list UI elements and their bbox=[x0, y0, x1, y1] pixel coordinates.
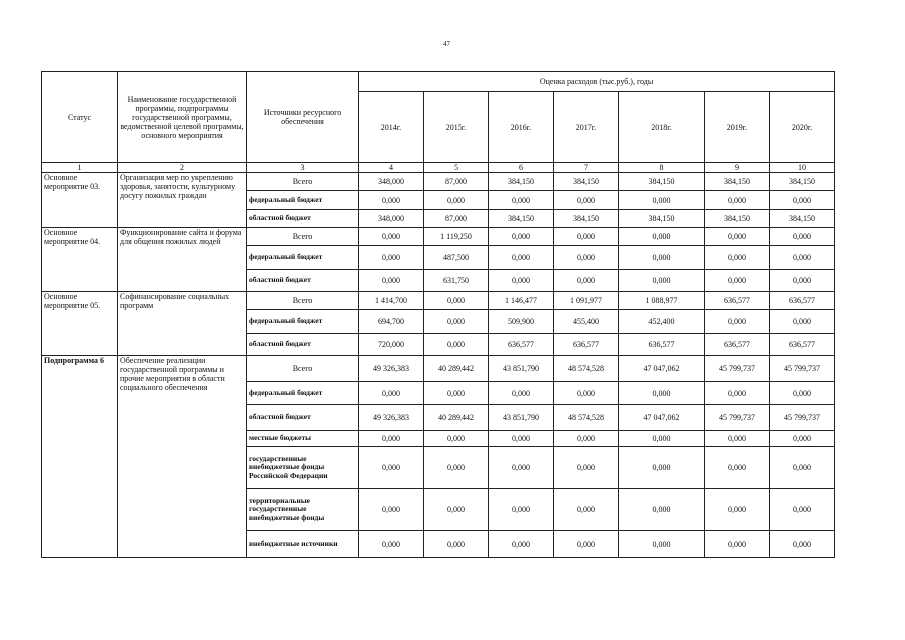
value-cell: 384,150 bbox=[770, 210, 835, 228]
value-cell: 0,000 bbox=[619, 431, 705, 447]
value-cell: 0,000 bbox=[619, 270, 705, 292]
table-row bbox=[42, 292, 835, 310]
column-number: 7 bbox=[554, 163, 619, 173]
header-year: 2015г. bbox=[424, 92, 489, 163]
source-cell: Всего bbox=[247, 228, 359, 246]
value-cell: 0,000 bbox=[359, 228, 424, 246]
value-cell: 0,000 bbox=[705, 431, 770, 447]
value-cell: 0,000 bbox=[554, 489, 619, 531]
value-cell: 48 574,528 bbox=[554, 405, 619, 431]
value-cell: 0,000 bbox=[424, 310, 489, 334]
source-cell: областной бюджет bbox=[247, 334, 359, 356]
value-cell: 0,000 bbox=[705, 270, 770, 292]
value-cell: 694,700 bbox=[359, 310, 424, 334]
value-cell: 509,900 bbox=[489, 310, 554, 334]
value-cell: 452,400 bbox=[619, 310, 705, 334]
value-cell: 0,000 bbox=[619, 382, 705, 405]
source-cell: государственные внебюджетные фонды Российской Федерации bbox=[247, 447, 359, 489]
expense-table bbox=[41, 71, 835, 558]
value-cell: 0,000 bbox=[770, 246, 835, 270]
source-cell: внебюджетные источники bbox=[247, 531, 359, 558]
value-cell: 0,000 bbox=[705, 489, 770, 531]
value-cell: 636,577 bbox=[705, 334, 770, 356]
column-number: 4 bbox=[359, 163, 424, 173]
value-cell: 636,577 bbox=[489, 334, 554, 356]
source-cell: Всего bbox=[247, 356, 359, 382]
value-cell: 0,000 bbox=[359, 191, 424, 210]
value-cell: 0,000 bbox=[359, 489, 424, 531]
header-name: Наименование государственной программы, подпрограммы государственной программы, ведомственной целевой программы, основного мероприятия bbox=[118, 72, 247, 163]
value-cell: 0,000 bbox=[554, 382, 619, 405]
value-cell: 45 799,737 bbox=[770, 405, 835, 431]
program-name-cell: Софинансирование социальных программ bbox=[118, 292, 247, 356]
value-cell: 636,577 bbox=[705, 292, 770, 310]
value-cell: 1 414,700 bbox=[359, 292, 424, 310]
header-year: 2020г. bbox=[770, 92, 835, 163]
value-cell: 0,000 bbox=[489, 246, 554, 270]
value-cell: 636,577 bbox=[770, 334, 835, 356]
column-number: 8 bbox=[619, 163, 705, 173]
value-cell: 45 799,737 bbox=[770, 356, 835, 382]
value-cell: 0,000 bbox=[770, 382, 835, 405]
header-year: 2014г. bbox=[359, 92, 424, 163]
value-cell: 384,150 bbox=[489, 210, 554, 228]
value-cell: 0,000 bbox=[359, 431, 424, 447]
value-cell: 384,150 bbox=[619, 173, 705, 191]
value-cell: 45 799,737 bbox=[705, 405, 770, 431]
value-cell: 636,577 bbox=[770, 292, 835, 310]
value-cell: 0,000 bbox=[770, 531, 835, 558]
value-cell: 47 047,062 bbox=[619, 405, 705, 431]
value-cell: 0,000 bbox=[554, 270, 619, 292]
value-cell: 0,000 bbox=[424, 489, 489, 531]
value-cell: 0,000 bbox=[489, 531, 554, 558]
table-row bbox=[42, 228, 835, 246]
value-cell: 384,150 bbox=[619, 210, 705, 228]
value-cell: 49 326,383 bbox=[359, 356, 424, 382]
value-cell: 0,000 bbox=[424, 334, 489, 356]
value-cell: 0,000 bbox=[705, 382, 770, 405]
value-cell: 0,000 bbox=[554, 531, 619, 558]
status-cell: Основное мероприятие 04. bbox=[42, 228, 118, 292]
value-cell: 0,000 bbox=[489, 489, 554, 531]
value-cell: 0,000 bbox=[489, 382, 554, 405]
value-cell: 0,000 bbox=[619, 489, 705, 531]
value-cell: 1 088,977 bbox=[619, 292, 705, 310]
value-cell: 0,000 bbox=[359, 246, 424, 270]
value-cell: 49 326,383 bbox=[359, 405, 424, 431]
value-cell: 0,000 bbox=[770, 191, 835, 210]
value-cell: 40 289,442 bbox=[424, 405, 489, 431]
value-cell: 384,150 bbox=[554, 210, 619, 228]
value-cell: 0,000 bbox=[619, 531, 705, 558]
table-row bbox=[42, 356, 835, 382]
value-cell: 0,000 bbox=[554, 228, 619, 246]
header-estimate: Оценка расходов (тыс.руб.), годы bbox=[359, 72, 835, 92]
value-cell: 0,000 bbox=[770, 431, 835, 447]
source-cell: федеральный бюджет bbox=[247, 382, 359, 405]
header-year: 2016г. bbox=[489, 92, 554, 163]
source-cell: федеральный бюджет bbox=[247, 310, 359, 334]
column-number: 5 bbox=[424, 163, 489, 173]
program-name-cell: Функционирование сайта и форума для общения пожилых людей bbox=[118, 228, 247, 292]
value-cell: 487,500 bbox=[424, 246, 489, 270]
value-cell: 384,150 bbox=[705, 173, 770, 191]
value-cell: 0,000 bbox=[554, 431, 619, 447]
value-cell: 0,000 bbox=[770, 489, 835, 531]
value-cell: 48 574,528 bbox=[554, 356, 619, 382]
value-cell: 0,000 bbox=[489, 191, 554, 210]
value-cell: 0,000 bbox=[424, 447, 489, 489]
value-cell: 0,000 bbox=[705, 228, 770, 246]
column-number: 6 bbox=[489, 163, 554, 173]
source-cell: федеральный бюджет bbox=[247, 191, 359, 210]
source-cell: местные бюджеты bbox=[247, 431, 359, 447]
value-cell: 0,000 bbox=[489, 270, 554, 292]
header-sources: Источники ресурсного обеспечения bbox=[247, 72, 359, 163]
status-cell: Основное мероприятие 03. bbox=[42, 173, 118, 228]
source-cell: Всего bbox=[247, 173, 359, 191]
source-cell: областной бюджет bbox=[247, 270, 359, 292]
program-name-cell: Организация мер по укреплению здоровья, занятости, культурному досугу пожилых граждан bbox=[118, 173, 247, 228]
value-cell: 0,000 bbox=[489, 431, 554, 447]
value-cell: 43 851,790 bbox=[489, 405, 554, 431]
value-cell: 1 119,250 bbox=[424, 228, 489, 246]
value-cell: 720,000 bbox=[359, 334, 424, 356]
value-cell: 0,000 bbox=[705, 310, 770, 334]
value-cell: 384,150 bbox=[770, 173, 835, 191]
value-cell: 455,400 bbox=[554, 310, 619, 334]
value-cell: 0,000 bbox=[619, 246, 705, 270]
value-cell: 0,000 bbox=[554, 246, 619, 270]
value-cell: 0,000 bbox=[359, 447, 424, 489]
value-cell: 0,000 bbox=[554, 191, 619, 210]
value-cell: 0,000 bbox=[619, 191, 705, 210]
value-cell: 0,000 bbox=[770, 228, 835, 246]
value-cell: 1 146,477 bbox=[489, 292, 554, 310]
value-cell: 0,000 bbox=[770, 310, 835, 334]
value-cell: 0,000 bbox=[705, 531, 770, 558]
source-cell: Всего bbox=[247, 292, 359, 310]
value-cell: 0,000 bbox=[705, 246, 770, 270]
status-cell: Подпрограмма 6 bbox=[42, 356, 118, 558]
value-cell: 0,000 bbox=[424, 191, 489, 210]
value-cell: 0,000 bbox=[424, 531, 489, 558]
header-year: 2019г. bbox=[705, 92, 770, 163]
source-cell: федеральный бюджет bbox=[247, 246, 359, 270]
source-cell: территориальные государственные внебюджетные фонды bbox=[247, 489, 359, 531]
value-cell: 0,000 bbox=[489, 228, 554, 246]
column-number: 9 bbox=[705, 163, 770, 173]
header-status: Статус bbox=[42, 72, 118, 163]
value-cell: 0,000 bbox=[619, 228, 705, 246]
value-cell: 45 799,737 bbox=[705, 356, 770, 382]
header-year: 2018г. bbox=[619, 92, 705, 163]
table-row bbox=[42, 173, 835, 191]
value-cell: 636,577 bbox=[619, 334, 705, 356]
column-number: 3 bbox=[247, 163, 359, 173]
value-cell: 0,000 bbox=[770, 447, 835, 489]
program-name-cell: Обеспечение реализации государственной программы и прочие мероприятия в области социального обеспечения bbox=[118, 356, 247, 558]
page-number: 47 bbox=[443, 40, 450, 48]
value-cell: 0,000 bbox=[359, 382, 424, 405]
value-cell: 0,000 bbox=[424, 292, 489, 310]
column-number: 1 bbox=[42, 163, 118, 173]
value-cell: 384,150 bbox=[705, 210, 770, 228]
value-cell: 0,000 bbox=[705, 191, 770, 210]
value-cell: 0,000 bbox=[705, 447, 770, 489]
value-cell: 0,000 bbox=[424, 382, 489, 405]
value-cell: 384,150 bbox=[554, 173, 619, 191]
value-cell: 348,000 bbox=[359, 173, 424, 191]
value-cell: 87,000 bbox=[424, 210, 489, 228]
column-number: 2 bbox=[118, 163, 247, 173]
value-cell: 0,000 bbox=[359, 531, 424, 558]
value-cell: 0,000 bbox=[424, 431, 489, 447]
value-cell: 631,750 bbox=[424, 270, 489, 292]
value-cell: 0,000 bbox=[359, 270, 424, 292]
source-cell: областной бюджет bbox=[247, 210, 359, 228]
value-cell: 40 289,442 bbox=[424, 356, 489, 382]
header-year: 2017г. bbox=[554, 92, 619, 163]
value-cell: 0,000 bbox=[489, 447, 554, 489]
value-cell: 87,000 bbox=[424, 173, 489, 191]
table-body bbox=[42, 173, 835, 558]
value-cell: 348,000 bbox=[359, 210, 424, 228]
value-cell: 43 851,790 bbox=[489, 356, 554, 382]
value-cell: 0,000 bbox=[770, 270, 835, 292]
column-number: 10 bbox=[770, 163, 835, 173]
value-cell: 47 047,062 bbox=[619, 356, 705, 382]
value-cell: 636,577 bbox=[554, 334, 619, 356]
value-cell: 1 091,977 bbox=[554, 292, 619, 310]
value-cell: 0,000 bbox=[554, 447, 619, 489]
source-cell: областной бюджет bbox=[247, 405, 359, 431]
value-cell: 384,150 bbox=[489, 173, 554, 191]
value-cell: 0,000 bbox=[619, 447, 705, 489]
status-cell: Основное мероприятие 05. bbox=[42, 292, 118, 356]
